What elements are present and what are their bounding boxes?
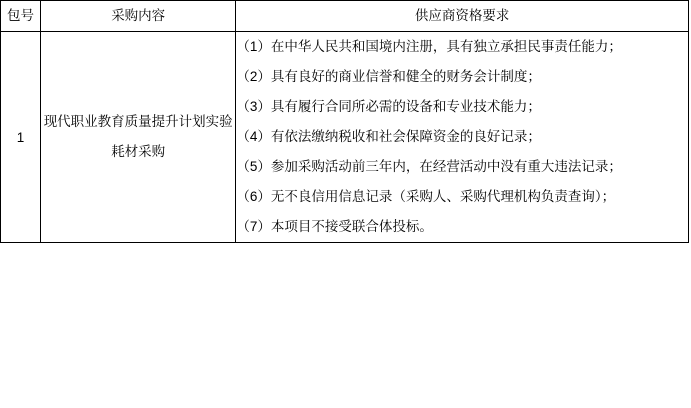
requirement-item: （5）参加采购活动前三年内，在经营活动中没有重大违法记录； [236, 159, 622, 174]
cell-procurement-content: 现代职业教育质量提升计划实验耗材采购 [41, 32, 236, 243]
cell-package-no: 1 [1, 32, 41, 243]
requirement-item: （1）在中华人民共和国境内注册，具有独立承担民事责任能力； [236, 39, 622, 54]
table-row [1, 32, 689, 243]
requirement-item: （7）本项目不接受联合体投标。 [236, 219, 433, 234]
requirement-item: （4）有依法缴纳税收和社会保障资金的良好记录； [236, 129, 541, 144]
header-package-no: 包号 [1, 1, 41, 32]
requirement-item: （3）具有履行合同所必需的设备和专业技术能力； [236, 99, 541, 114]
requirement-item: （2）具有良好的商业信誉和健全的财务会计制度； [236, 69, 541, 84]
header-procurement-content: 采购内容 [41, 1, 236, 32]
requirement-item: （6）无不良信用信息记录（采购人、采购代理机构负责查询）； [236, 189, 616, 204]
cell-supplier-requirements [236, 32, 689, 243]
header-supplier-requirements: 供应商资格要求 [236, 1, 689, 32]
table-header-row [1, 1, 689, 32]
